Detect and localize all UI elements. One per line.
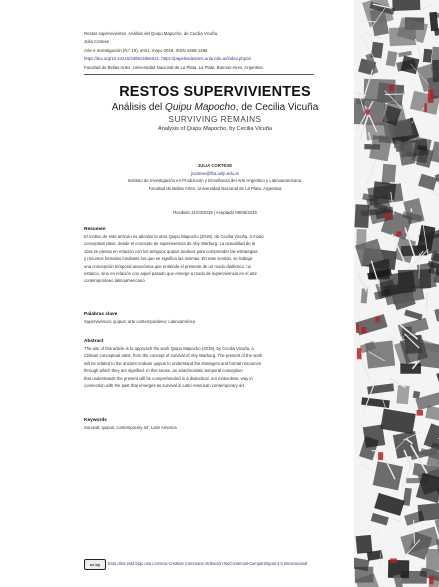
citation-journal-line: Arte e Investigación (N.º 19), e021, mayo 2019. ISSN 2469-1488 [84, 47, 208, 53]
subtitle-prefix: Análisis del [111, 102, 166, 113]
artwork-red-accent [375, 316, 379, 322]
artwork-shard [423, 49, 432, 63]
artwork-red-accent [366, 109, 370, 114]
artwork-line [385, 94, 405, 95]
artwork-line [411, 209, 412, 212]
artwork-red-accent [396, 231, 401, 236]
subtitle-work-name: Quipu Mapocho [165, 102, 236, 113]
artwork-red-accent [357, 348, 362, 359]
author-affiliation: Instituto de Investigación en Producción y Enseñanza del Arte Argentino y Latinoamericano. [127, 178, 303, 184]
abstract-line: The aim of this article is to approach the work Quipu Mapocho (2018), by Cecilia Vicuña, a [84, 346, 254, 351]
resumen-line: una concepción temporal anacrónica que entiende el presente de un modo dialéctico, no [84, 263, 252, 269]
keywords-text: Survival; quipus; contemporary art; Latin America [84, 425, 177, 430]
subtitle-suffix: , de Cecilia Vicuña [235, 102, 319, 113]
citation-title-line: Restos supervivientes. Análisis del Quipu Mapocho, de Cecilia Vicuña. [84, 31, 219, 36]
abstract-line: will be related to the ancient Andean quipus to understand the strategies and formal resources [84, 360, 261, 366]
abstract-section [84, 338, 346, 389]
english-subtitle-suffix: , by Cecilia Vicuña [226, 126, 273, 132]
artwork-red-accent [386, 212, 391, 218]
artwork-shard [396, 385, 409, 404]
artwork-line [427, 292, 428, 310]
license-footer [84, 559, 346, 571]
author-email[interactable]: jcortese@fba.unlp.edu.ar [190, 170, 240, 176]
abstract-heading: Abstract [84, 339, 104, 344]
artwork-shard [413, 391, 421, 399]
resumen-line: contemporáneo latinoamericano. [84, 278, 146, 284]
abstract-text [84, 345, 346, 389]
resumen-line: estanco, sino en relación con aquel pasado que emerge a modo de supervivencia en el arte [84, 271, 257, 277]
artwork-red-accent [417, 410, 423, 416]
artwork-shard [392, 0, 420, 11]
citation-header [84, 30, 346, 72]
creative-commons-icon[interactable]: cc by [84, 559, 106, 570]
artwork-shard [354, 204, 369, 228]
palabras-clave-section [84, 311, 346, 325]
resumen-heading: Resumen [84, 227, 106, 232]
citation-author-line: Julia Cortese [84, 39, 110, 45]
artwork-shard [394, 140, 401, 149]
resumen-line: conceptual clave, desde el concepto de supervivencia de Aby Warburg. La actualidad de la [84, 241, 256, 247]
article-title-block [84, 83, 346, 133]
artwork-red-accent [429, 576, 434, 585]
author-name: JULIA CORTESE [197, 163, 233, 168]
artwork-shard [418, 503, 439, 522]
abstract-line: Chilean conceptual artist, from the concept of survival of Aby Warburg. The present of the work [84, 353, 263, 359]
artwork-red-accent [424, 103, 427, 112]
article-subtitle [84, 101, 346, 114]
artwork-shard [356, 535, 373, 554]
resumen-line: obra se piensa en relación con los antiguos quipus andinos para comprender las estrategias [84, 248, 258, 254]
artwork-red-accent [361, 327, 366, 333]
article-title: RESTOS SUPERVIVIENTES [119, 84, 311, 100]
resumen-text [84, 233, 346, 285]
abstract-line: that understands the present will be comprehended in a dialectical, not motionless, way in [84, 375, 253, 381]
artwork-shard [400, 363, 421, 373]
english-subtitle-prefix: Analysis of [157, 126, 187, 132]
license-link[interactable]: Esta obra está bajo una Licencia Creative Commons Atribución-NoComercial-CompartirIgual 4.0 Internacional [108, 561, 308, 566]
keywords-heading: Keywords [84, 418, 107, 423]
artwork-red-accent [390, 559, 397, 564]
citation-doi-link[interactable]: https://doi.org/10.24215/24691488e021. https://papelesdeartes.unlp.edu.ar/index.php/ai [84, 56, 251, 62]
english-subtitle [84, 125, 346, 133]
artwork-red-accent [378, 452, 383, 460]
author-block [84, 162, 346, 192]
artwork-red-accent [389, 85, 394, 92]
author-faculty: Facultad de Bellas Artes. Universidad Nacional de La Plata. Argentina [148, 185, 282, 191]
english-title: SURVIVING REMAINS [168, 115, 262, 124]
english-subtitle-work-name: Quipu Mapocho [186, 126, 227, 132]
citation-faculty-line: Facultad de Bellas Artes. Universidad Nacional de La Plata. La Plata. Buenos Aires. Argentina. [84, 64, 264, 70]
palabras-clave-heading: Palabras clave [84, 312, 118, 317]
artwork-red-accent [356, 324, 359, 333]
artwork-shard [426, 549, 439, 571]
artwork-shard [382, 164, 397, 185]
resumen-line: y recursos formales mediante los que se significa las mismas. En este sentido, se trabaja [84, 256, 252, 262]
palabras-clave-text: Supervivencia; quipus; arte contemporáneo; Latinoamérica [84, 319, 196, 324]
header-divider [84, 74, 314, 75]
artwork-red-accent [428, 90, 434, 103]
artwork-pattern [354, 0, 439, 587]
abstract-line: connection with the past that emerges as survival in Latin American contemporary art. [84, 383, 246, 389]
received-accepted-dates: Recibido 31/03/2019 | Aceptado 08/05/2019 [173, 210, 257, 215]
decorative-side-artwork [354, 0, 439, 587]
artwork-shard [432, 59, 439, 82]
artwork-line [390, 183, 396, 184]
abstract-line: through which they are signified. In this sense, an anachronistic temporal conception [84, 368, 243, 374]
keywords-section [84, 417, 346, 431]
artwork-line [414, 520, 415, 544]
resumen-section [84, 226, 346, 285]
resumen-line: El motivo de este artículo es abordar la obra Quipu Mapocho (2018), de Cecilia Vicuña, a modo [84, 234, 264, 239]
